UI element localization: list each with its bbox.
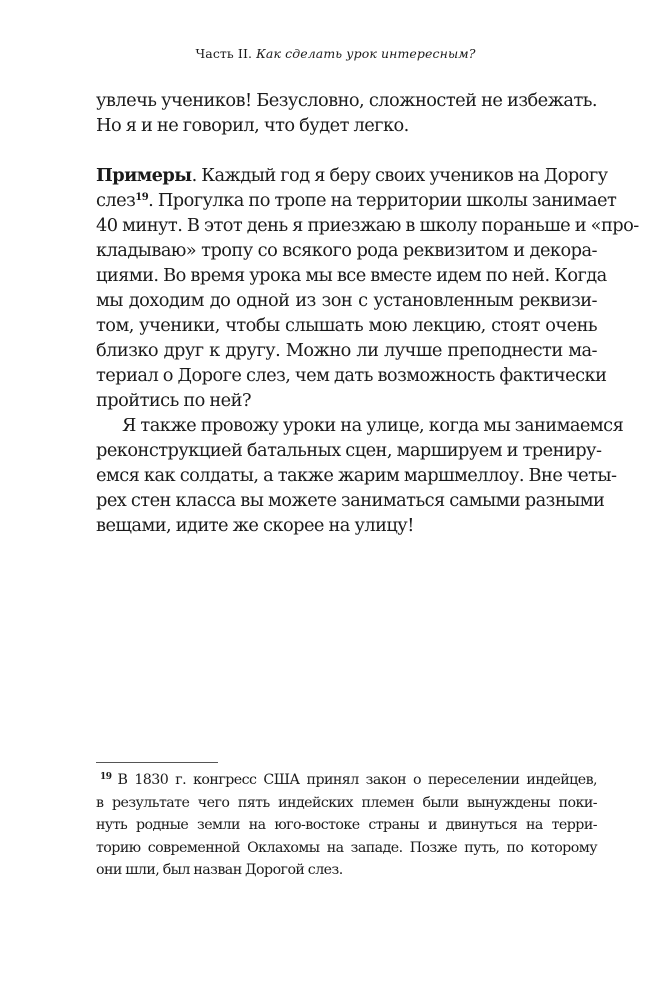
text-line: 40 минут. В этот день я приезжаю в школу пораньше и «про- <box>96 215 639 236</box>
text-line: кладываю» тропу со всякого рода реквизитом и декора- <box>96 240 597 261</box>
footnote <box>96 769 597 882</box>
text-line: вещами, идите же скорее на улицу! <box>96 515 414 536</box>
text-line: том, ученики, чтобы слышать мою лекцию, стоят очень <box>96 315 597 336</box>
text-line: увлечь учеников! Безусловно, сложностей не избежать. <box>96 90 597 111</box>
text-line: пройтись по ней? <box>96 390 251 411</box>
footnote-number: 19 <box>100 772 112 782</box>
footnote-divider <box>96 762 218 763</box>
footnote-first-line <box>96 769 597 792</box>
examples-line-pre: слез <box>96 190 136 211</box>
footnote-text: В 1830 г. конгресс США принял закон о переселении индейцев, <box>117 772 597 788</box>
text-line: териал о Дороге слез, чем дать возможность фактически <box>96 365 607 386</box>
text-line: емся как солдаты, а также жарим маршмеллоу. Вне четы- <box>96 465 617 486</box>
running-head <box>0 46 671 61</box>
examples-second-line <box>96 188 617 213</box>
footnote-line: нуть родные земли на юго-востоке страны и двинуться на терри- <box>96 817 597 833</box>
examples-line-post: . Прогулка по тропе на территории школы занимает <box>148 190 617 211</box>
text-line: циями. Во время урока мы все вместе идем по ней. Когда <box>96 265 607 286</box>
footnote-line: в результате чего пять индейских племен были вынуждены поки- <box>96 794 597 811</box>
examples-line-rest: . Каждый год я беру своих учеников на Дорогу <box>191 165 608 186</box>
text-line: Я также провожу уроки на улице, когда мы занимаемся <box>122 415 624 436</box>
footnote-reference: 19 <box>135 192 149 203</box>
paragraph-gap <box>96 138 597 163</box>
footnote-line: они шли, был назван Дорогой слез. <box>96 862 343 878</box>
footnote-line: торию современной Оклахомы на западе. Позже путь, по которому <box>96 839 597 856</box>
text-line: Но я и не говорил, что будет легко. <box>96 115 409 136</box>
text-line: близко друг к другу. Можно ли лучше преподнести ма- <box>96 340 597 361</box>
text-line: реконструкцией батальных сцен, маршируем и трениру- <box>96 440 602 461</box>
text-line: мы доходим до одной из зон с установленным реквизи- <box>96 290 597 311</box>
running-head-part: Часть II. <box>195 46 253 61</box>
examples-label: Примеры <box>96 165 192 186</box>
examples-first-line <box>96 163 608 188</box>
text-line: рех стен класса вы можете заниматься самыми разными <box>96 490 605 511</box>
running-head-chapter: Как сделать урок интересным? <box>256 46 476 61</box>
main-text <box>96 88 639 538</box>
